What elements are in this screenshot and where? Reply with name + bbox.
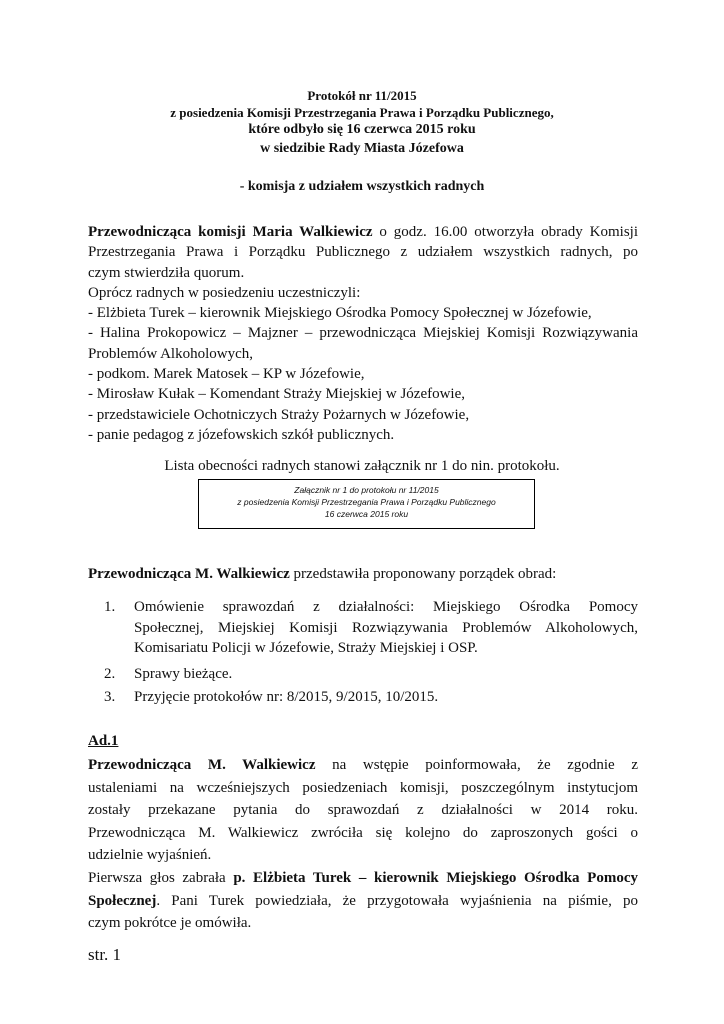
agenda-chair-name: Przewodnicząca M. Walkiewicz <box>88 566 290 582</box>
attachment-line-1: Załącznik nr 1 do protokołu nr 11/2015 <box>294 485 439 495</box>
protocol-subtitle-scope: - komisja z udziałem wszystkich radnych <box>239 179 485 194</box>
agenda-number: 2. <box>104 666 116 682</box>
participant-item: - Elżbieta Turek – kierownik Miejskiego Ośrodka Pomocy Społecznej w Józefowie, <box>88 305 592 322</box>
ad1-paragraph: Przewodnicząca M. Walkiewicz na wstępie poinformowała, że zgodnie z ustaleniami na wcześniejszych posiedzeniach komisji, poszczególnym instytucjom zostały przekazane pytania do sprawozdań z działalności w 2014 roku. Przewodnicząca M. Walkiewicz zwróciła się kolejno do zaproszonych gości o udzielnie wyjaśnień. Pierwsza głos zabrała p. Elżbieta Turek – kierownik Miejskiego Ośrodka Pomocy Społecznej. Pani Turek powiedziała, że przygotowała wyjaśnienia na piśmie, po czym pokrótce je omówiła. <box>88 757 638 932</box>
participant-item: - przedstawiciele Ochotniczych Straży Pożarnych w Józefowie, <box>88 406 470 423</box>
opening-paragraph <box>88 222 638 445</box>
participant-item: - podkom. Marek Matosek – KP w Józefowie, <box>88 366 365 383</box>
opening-line-3: czym stwierdziła quorum. <box>88 264 245 281</box>
agenda-item-1: 1. Omówienie sprawozdań z działalności: Miejskiego Ośrodka Pomocy Społecznej, Miejskiej Komisji Rozwiązywania Problemów Alkoholowych, Komisariatu Policji w Józefowie, Straży Miejskiej i OSP. <box>104 599 638 656</box>
agenda-intro: Przewodnicząca M. Walkiewicz przedstawiła proponowany porządek obrad: <box>88 566 557 582</box>
protocol-subtitle-committee: z posiedzenia Komisji Przestrzegania Prawa i Porządku Publicznego, <box>170 105 554 120</box>
agenda-number: 1. <box>104 599 116 615</box>
participant-item: - panie pedagog z józefowskich szkół publicznych. <box>88 426 395 443</box>
ad1-chair-name: Przewodnicząca M. Walkiewicz <box>88 757 316 773</box>
attachment-line-2: z posiedzenia Komisji Przestrzegania Prawa i Porządku Publicznego <box>237 497 496 507</box>
section-heading-ad1: Ad.1 <box>88 733 119 749</box>
agenda-number: 3. <box>104 689 116 705</box>
attendance-caption: Lista obecności radnych stanowi załącznik nr 1 do nin. protokołu. <box>164 458 560 474</box>
opening-line-1: Przewodnicząca komisji Maria Walkiewicz o godz. 16.00 otworzyła obrady Komisji <box>88 224 638 240</box>
participant-item: - Halina Prokopowicz – Majzner – przewodnicząca Miejskiej Komisji Rozwiązywania <box>88 325 638 342</box>
protocol-title: Protokół nr 11/2015 <box>307 88 417 103</box>
protocol-subtitle-date: które odbyło się 16 czerwca 2015 roku <box>248 122 476 137</box>
agenda-item-3: 3. Przyjęcie protokołów nr: 8/2015, 9/2015, 10/2015. <box>104 687 638 708</box>
participants-intro: Oprócz radnych w posiedzeniu uczestniczyli: <box>88 284 361 301</box>
participant-item-continued: Problemów Alkoholowych, <box>88 345 253 362</box>
agenda-item-2: 2. Sprawy bieżące. <box>104 664 638 685</box>
speaker-name: p. Elżbieta Turek – kierownik Miejskiego Ośrodka Pomocy <box>233 869 638 886</box>
protocol-subtitle-location: w siedzibie Rady Miasta Józefowa <box>260 141 464 156</box>
attachment-stamp-box <box>198 479 535 529</box>
chair-name: Przewodnicząca komisji Maria Walkiewicz <box>88 224 373 240</box>
page-number: str. 1 <box>88 945 122 964</box>
attachment-line-3: 16 czerwca 2015 roku <box>324 509 409 519</box>
participant-item: - Mirosław Kułak – Komendant Straży Miejskiej w Józefowie, <box>88 386 465 403</box>
opening-line-2: Przestrzegania Prawa i Porządku Publicznego z udziałem wszystkich radnych, po <box>88 244 638 261</box>
